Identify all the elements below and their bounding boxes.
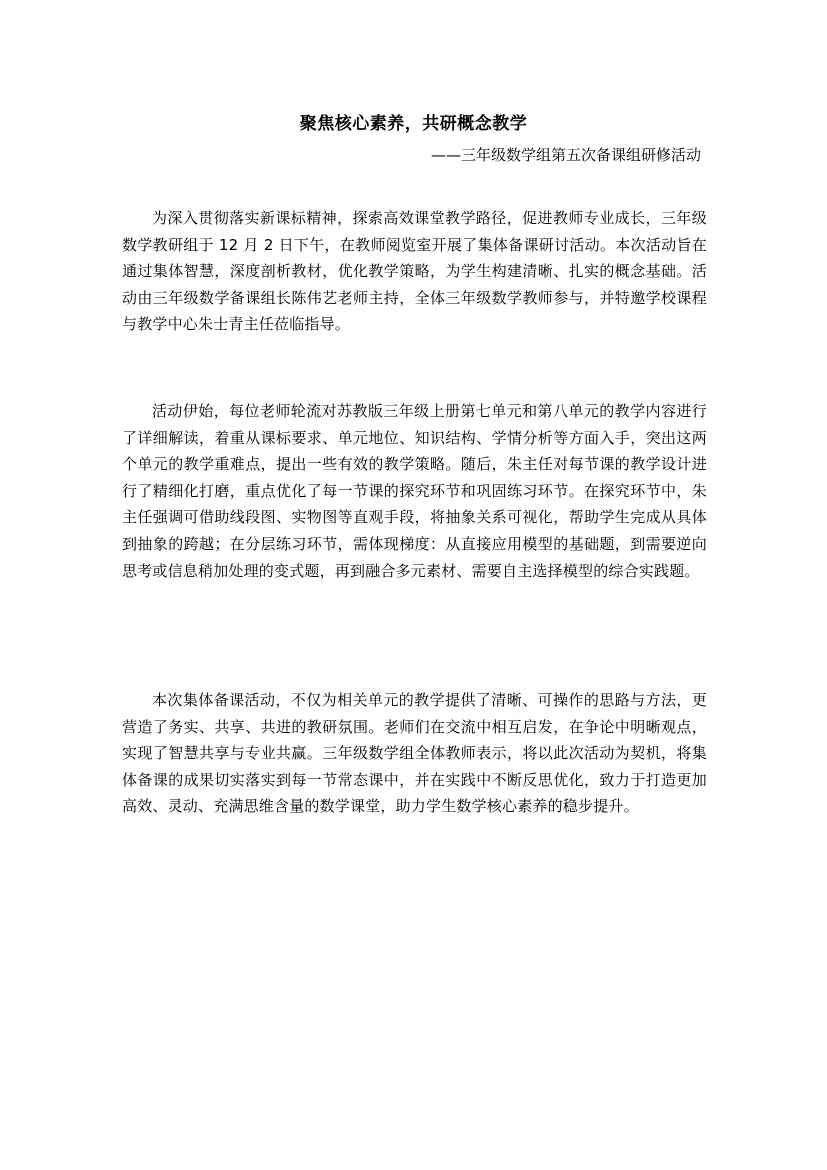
paragraph-activity: 活动伊始，每位老师轮流对苏教版三年级上册第七单元和第八单元的教学内容进行了详细解读，着重从课标要求、单元地位、知识结构、学情分析等方面入手，突出这两个单元的教学重难点，提出一些有效的教学策略。随后，朱主任对每节课的教学设计进行了精细化打磨，重点优化了每一节课的探究环节和巩固练习环节。在探究环节中，朱主任强调可借助线段图、实物图等直观手段，将抽象关系可视化，帮助学生完成从具体到抽象的跨越；在分层练习环节，需体现梯度：从直接应用模型的基础题，到需要逆向思考或信息稍加处理的变式题，再到融合多元素材、需要自主选择模型的综合实践题。	[122, 402, 707, 580]
paragraph-summary: 本次集体备课活动，不仅为相关单元的教学提供了清晰、可操作的思路与方法，更营造了务实、共享、共进的教研氛围。老师们在交流中相互启发，在争论中明晰观点，实现了智慧共享与专业共赢。三年级数学组全体教师表示，将以此次活动为契机，将集体备课的成果切实落实到每一节常态课中，并在实践中不断反思优化，致力于打造更加高效、灵动、充满思维含量的数学课堂，助力学生数学核心素养的稳步提升。	[122, 691, 707, 816]
page-title: 聚焦核心素养，共研概念教学	[299, 114, 528, 134]
paragraph-intro: 为深入贯彻落实新课标精神，探索高效课堂教学路径，促进教师专业成长，三年级数学教研组于 12 月 2 日下午，在教师阅览室开展了集体备课研讨活动。本次活动旨在通过集体智慧，深度剖析教材，优化教学策略，为学生构建清晰、扎实的概念基础。活动由三年级数学备课组长陈伟艺老师主持，全体三年级数学教师参与，并特邀学校课程与教学中心朱士青主任莅临指导。	[122, 209, 707, 334]
page-subtitle: ——三年级数学组第五次备课组研修活动	[430, 146, 701, 164]
